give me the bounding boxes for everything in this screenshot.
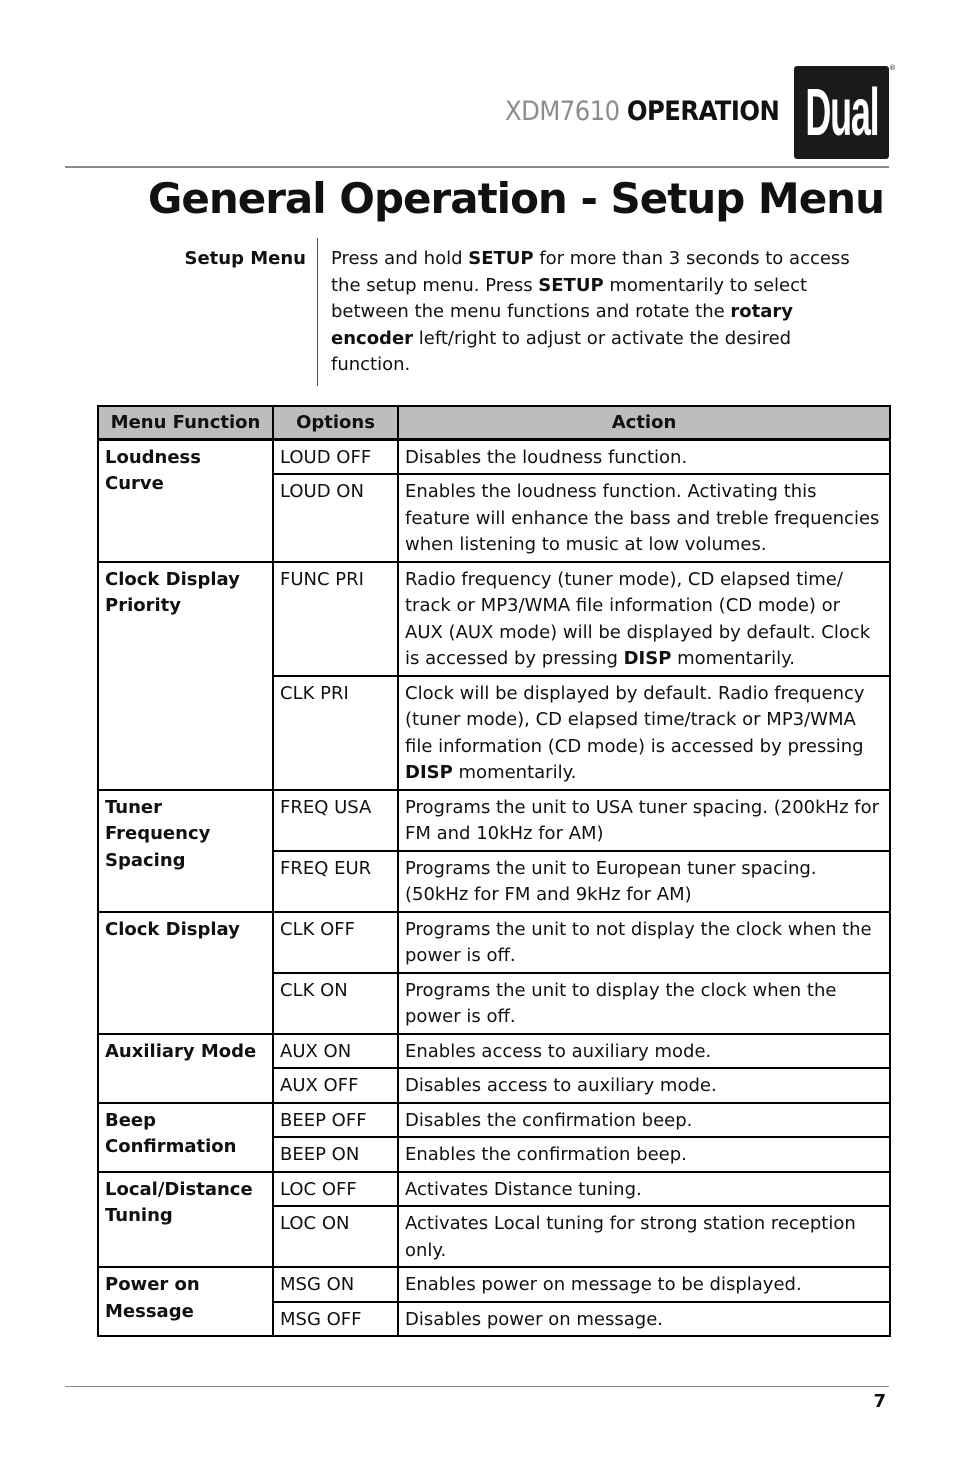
bold-text: rotary encoder — [331, 301, 794, 349]
option-cell: BEEP OFF — [273, 1103, 398, 1138]
menu-function-cell: Loudness Curve — [98, 439, 273, 562]
option-cell: AUX ON — [273, 1034, 398, 1069]
text-run: Enables the confirmation beep. — [405, 1144, 687, 1165]
bold-text: DISP — [623, 648, 672, 669]
option-cell: LOUD OFF — [273, 439, 398, 474]
text-run: Disables the confirmation beep. — [405, 1109, 693, 1131]
action-cell — [398, 1034, 890, 1069]
text-run: Enables power on message to be displayed. — [405, 1274, 802, 1295]
text-run: momentarily to select between the menu functions and rotate the — [331, 274, 808, 322]
intro-text — [331, 246, 876, 379]
menu-function-cell: Beep Confirmation — [98, 1103, 273, 1172]
header-model-title — [505, 96, 779, 127]
text-run: left/right to adjust or activate the desired function. — [331, 327, 792, 375]
action-cell — [398, 790, 890, 851]
text-run: Clock will be displayed by default. Radio frequency (tuner mode), CD elapsed time/track or MP3/WMA file information (CD mode) is accessed by pressing — [405, 682, 865, 757]
setup-menu-table — [97, 405, 891, 1337]
intro-divider — [317, 238, 318, 386]
action-cell — [398, 1068, 890, 1103]
bold-text: SETUP — [468, 248, 534, 269]
action-cell — [398, 1137, 890, 1172]
option-cell: LOC ON — [273, 1206, 398, 1267]
page-title: General Operation - Setup Menu — [147, 174, 884, 223]
text-run: momentarily. — [452, 762, 577, 783]
table-row — [98, 912, 890, 973]
text-run: Radio frequency (tuner mode), CD elapsed time/ track or MP3/WMA file information (CD mode) or AUX (AUX mode) will be displayed by default. Clock is accessed by pressing — [405, 568, 871, 669]
option-cell: FUNC PRI — [273, 562, 398, 676]
option-cell: MSG OFF — [273, 1302, 398, 1337]
text-run: Programs the unit to European tuner spacing. (50kHz for FM and 9kHz for AM) — [405, 857, 817, 905]
text-run: momentarily. — [671, 648, 795, 669]
option-cell: BEEP ON — [273, 1137, 398, 1172]
header-rule — [65, 166, 889, 168]
table-header-row — [98, 406, 890, 439]
text-run: Activates Distance tuning. — [405, 1178, 642, 1200]
table-row — [98, 1172, 890, 1207]
action-cell — [398, 973, 890, 1034]
action-cell — [398, 1302, 890, 1337]
header-menu-function: Menu Function — [98, 406, 273, 439]
action-cell — [398, 1172, 890, 1207]
operation-label: OPERATION — [626, 96, 780, 127]
action-cell — [398, 676, 890, 790]
text-run: Press and hold — [331, 248, 469, 269]
header-action: Action — [398, 406, 890, 439]
table-row — [98, 1103, 890, 1138]
action-cell — [398, 439, 890, 474]
menu-function-cell: Clock Display Priority — [98, 562, 273, 790]
action-cell — [398, 851, 890, 912]
text-run: Programs the unit to not display the clock when the power is off. — [405, 918, 872, 966]
table-row — [98, 562, 890, 676]
registered-mark: ® — [889, 64, 896, 72]
option-cell: CLK PRI — [273, 676, 398, 790]
header-options: Options — [273, 406, 398, 439]
model-number: XDM7610 — [505, 96, 620, 127]
option-cell: MSG ON — [273, 1267, 398, 1302]
table-row — [98, 439, 890, 474]
action-cell — [398, 912, 890, 973]
action-cell — [398, 474, 890, 562]
text-run: Enables access to auxiliary mode. — [405, 1040, 712, 1062]
text-run: Enables the loudness function. Activating this feature will enhance the bass and treble frequencies when listening to music at low volumes. — [405, 481, 880, 555]
menu-function-cell: Clock Display — [98, 912, 273, 1034]
option-cell: AUX OFF — [273, 1068, 398, 1103]
text-run: Disables power on message. — [405, 1308, 663, 1330]
intro-label: Setup Menu — [184, 248, 306, 269]
action-cell — [398, 562, 890, 676]
text-run: Activates Local tuning for strong station reception only. — [405, 1213, 856, 1261]
text-run: Programs the unit to display the clock when the power is off. — [405, 979, 837, 1027]
dual-logo: Dual — [794, 66, 889, 159]
text-run: Disables access to auxiliary mode. — [405, 1075, 717, 1096]
page-number: 7 — [873, 1391, 886, 1412]
option-cell: CLK ON — [273, 973, 398, 1034]
bold-text: SETUP — [538, 274, 604, 296]
action-cell — [398, 1103, 890, 1138]
option-cell: FREQ USA — [273, 790, 398, 851]
option-cell: LOUD ON — [273, 474, 398, 562]
text-run: Programs the unit to USA tuner spacing. (200kHz for FM and 10kHz for AM) — [405, 796, 880, 844]
table-row — [98, 790, 890, 851]
table-row — [98, 1267, 890, 1302]
bold-text: DISP — [405, 762, 453, 783]
action-cell — [398, 1206, 890, 1267]
action-cell — [398, 1267, 890, 1302]
menu-function-cell: Local/Distance Tuning — [98, 1172, 273, 1268]
menu-function-cell: Power on Message — [98, 1267, 273, 1336]
menu-function-cell: Auxiliary Mode — [98, 1034, 273, 1103]
menu-function-cell: Tuner Frequency Spacing — [98, 790, 273, 912]
text-run: Disables the loudness function. — [405, 446, 688, 468]
table-row — [98, 1034, 890, 1069]
footer-rule — [65, 1386, 889, 1387]
option-cell: FREQ EUR — [273, 851, 398, 912]
option-cell: CLK OFF — [273, 912, 398, 973]
text-run: for more than 3 seconds to access the setup menu. Press — [331, 248, 850, 296]
option-cell: LOC OFF — [273, 1172, 398, 1207]
